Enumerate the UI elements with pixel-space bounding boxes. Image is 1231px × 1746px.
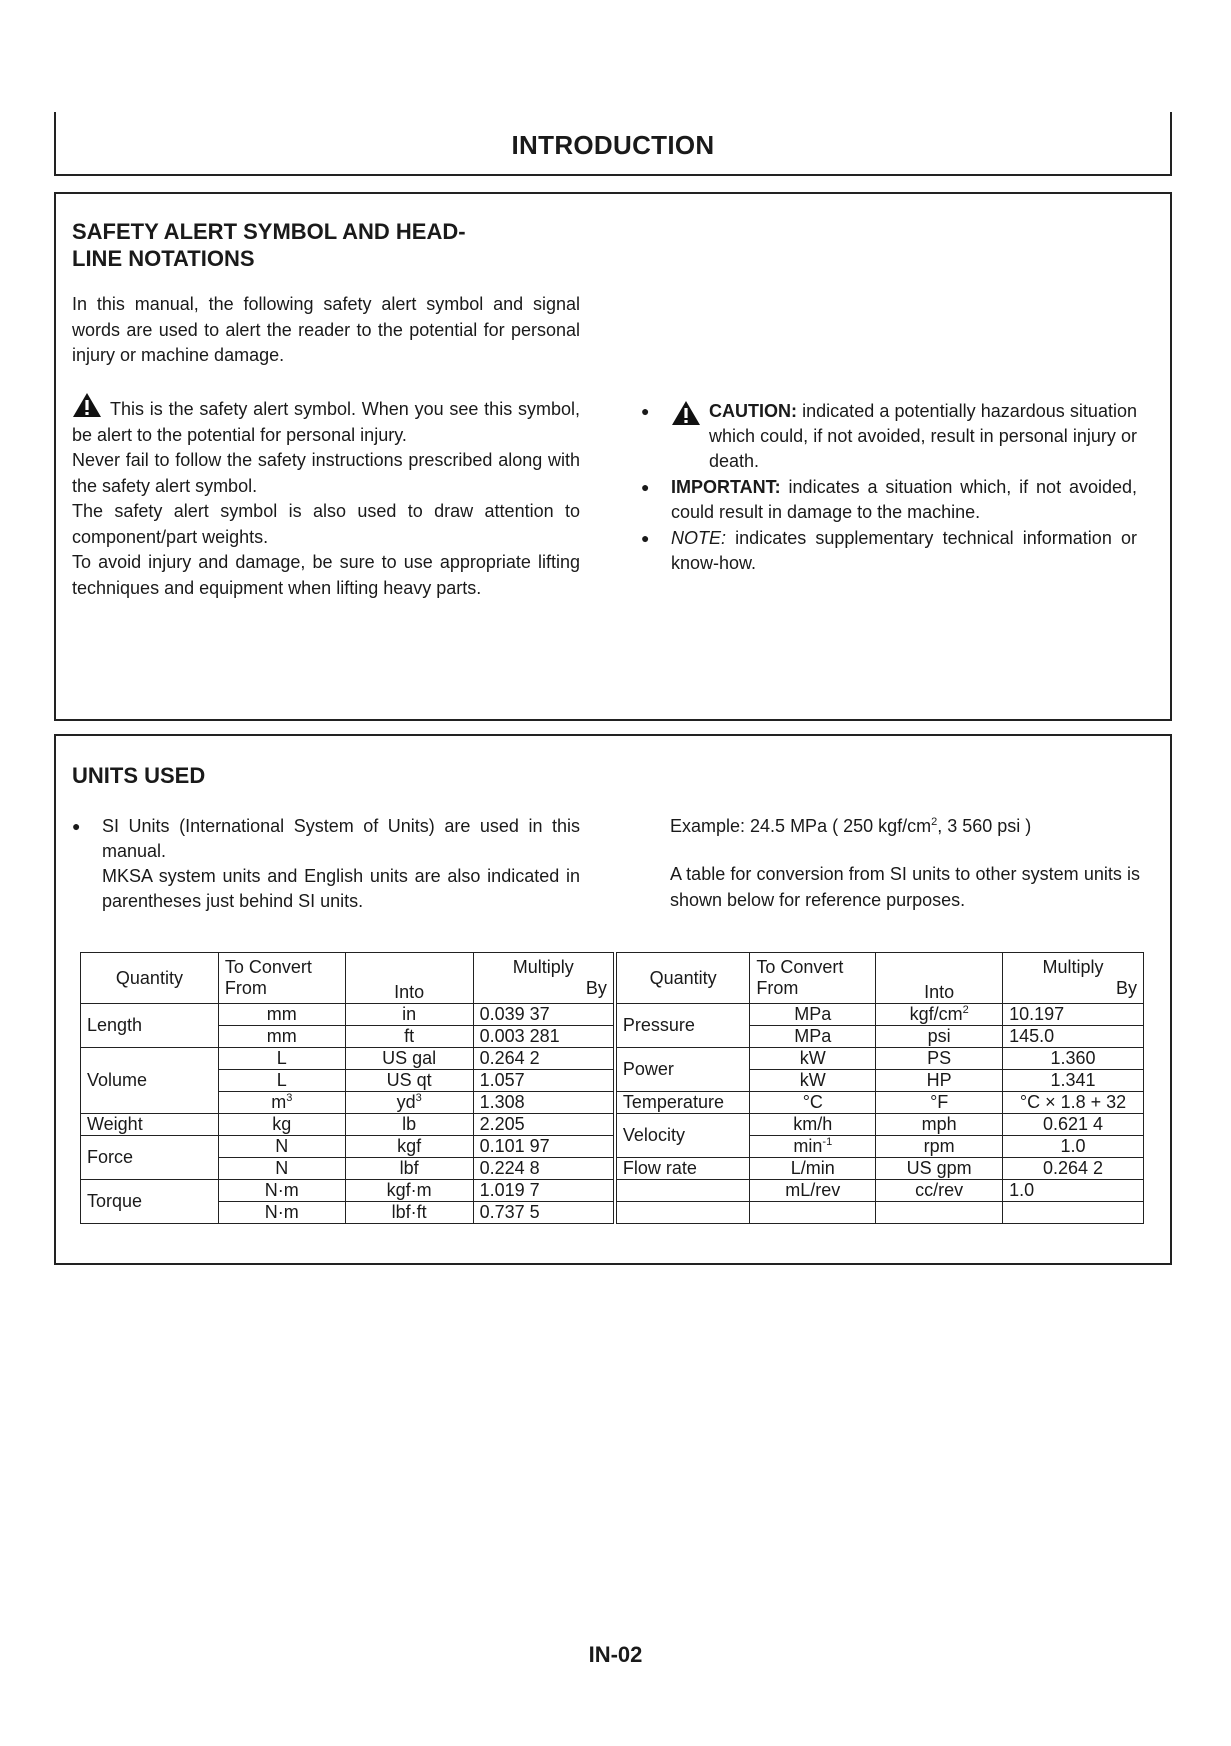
safety-symbol-text-3: The safety alert symbol is also used to draw attention to component/part weights. [72,501,580,547]
cell-into: cc/rev [876,1180,1003,1202]
table-row [81,1048,1144,1070]
cell-into: $yd^3$ [345,1092,473,1114]
cell-into: ft [345,1026,473,1048]
header-quantity: Quantity [81,953,219,1004]
list-item-caution [641,399,1137,474]
cell-from: N [218,1158,345,1180]
signal-word-list [641,399,1137,577]
header-to-convert-from-right: To Convert From [750,953,876,1004]
safety-heading-line1: SAFETY ALERT SYMBOL AND HEAD- [72,219,466,244]
si-units-text: SI Units (International System of Units) are used in this manual. [102,816,580,861]
quantity-torque: Torque [81,1180,219,1224]
header-to-convert-from: To Convert From [218,953,345,1004]
cell-multiply: 0.264 2 [473,1048,615,1070]
header-frame [54,112,1172,176]
cell-empty [615,1180,750,1202]
safety-symbol-text-4: To avoid injury and damage, be sure to use appropriate lifting techniques and equipment when lifting heavy parts. [72,552,580,598]
cell-into: kgf·m [345,1180,473,1202]
cell-from: L [218,1070,345,1092]
cell-into: rpm [876,1136,1003,1158]
cell-into: PS [876,1048,1003,1070]
cell-multiply: 0.737 5 [473,1202,615,1224]
units-section [54,734,1172,1265]
caution-text: indicated a potentially hazardous situation which could, if not avoided, result in personal injury or death. [709,401,1137,471]
table-row [81,1114,1144,1136]
table-row [81,1092,1144,1114]
page-number: IN-02 [588,1642,643,1667]
cell-from: L [218,1048,345,1070]
cell-from: $\min^{-1}$ [750,1136,876,1158]
cell-multiply: 0.224 8 [473,1158,615,1180]
important-term: IMPORTANT: [671,477,781,497]
safety-symbol-text-2: Never fail to follow the safety instructions prescribed along with the safety alert symbol. [72,450,580,496]
quantity-length: Length [81,1004,219,1048]
table-row [81,1004,1144,1026]
cell-empty [615,1202,750,1224]
table-row [81,1026,1144,1048]
cell-from: MPa [750,1026,876,1048]
cell-into: lb [345,1114,473,1136]
cell-multiply: 1.0 [1003,1180,1144,1202]
important-text: indicates a situation which, if not avoided, could result in damage to the machine. [671,477,1137,522]
cell-into: HP [876,1070,1003,1092]
header-multiply-by: Multiply By [473,953,615,1004]
cell-from: MPa [750,1004,876,1026]
table-row [81,1070,1144,1092]
cell-from: kW [750,1070,876,1092]
safety-heading-line2: LINE NOTATIONS [72,246,255,271]
safety-heading [72,218,466,272]
cell-into: in [345,1004,473,1026]
list-item-note [641,526,1137,576]
cell-multiply: 0.039 37 [473,1004,615,1026]
page-title: INTRODUCTION [511,130,715,160]
cell-from: N·m [218,1180,345,1202]
cell-into: kgf [345,1136,473,1158]
cell-multiply: °C × 1.8 + 32 [1003,1092,1144,1114]
example-sup: 2 [931,816,938,828]
cell-multiply: 1.019 7 [473,1180,615,1202]
cell-multiply: 0.621 4 [1003,1114,1144,1136]
safety-symbol-text-1: This is the safety alert symbol. When you see this symbol, be alert to the potential for personal injury. [72,399,580,445]
cell-into: US qt [345,1070,473,1092]
cell-into: mph [876,1114,1003,1136]
quantity-volume: Volume [81,1048,219,1114]
cell-multiply: 0.101 97 [473,1136,615,1158]
example-prefix: Example: 24.5 MPa ( 250 kgf/cm [670,816,932,836]
quantity-velocity: Velocity [615,1114,750,1158]
table-note: A table for conversion from SI units to other system units is shown below for reference purposes. [670,864,1140,910]
safety-intro: In this manual, the following safety alert symbol and signal words are used to alert the reader to the potential for personal injury or machine damage. [72,294,580,365]
cell-from: kW [750,1048,876,1070]
cell-from: L/min [750,1158,876,1180]
cell-from: mm [218,1004,345,1026]
table-row [81,1136,1144,1158]
quantity-force: Force [81,1136,219,1180]
quantity-pressure: Pressure [615,1004,750,1048]
cell-into: lbf·ft [345,1202,473,1224]
list-item-si-units [72,814,580,914]
units-heading: UNITS USED [72,763,206,788]
table-row [81,1158,1144,1180]
cell-from: kg [218,1114,345,1136]
cell-from: mL/rev [750,1180,876,1202]
cell-into: °F [876,1092,1003,1114]
cell-multiply: 1.308 [473,1092,615,1114]
note-term: NOTE: [671,528,727,548]
cell-multiply: 0.264 2 [1003,1158,1144,1180]
example-suffix: , 3 560 psi ) [937,816,1032,836]
units-example [670,814,1140,840]
cell-empty [750,1202,876,1224]
quantity-power: Power [615,1048,750,1092]
header-multiply-by-right: Multiply By [1003,953,1144,1004]
cell-from: N [218,1136,345,1158]
cell-multiply: 10.197 [1003,1004,1144,1026]
cell-empty [876,1202,1003,1224]
header-into-right: Into [876,953,1003,1004]
cell-multiply: 145.0 [1003,1026,1144,1048]
cell-empty [1003,1202,1144,1224]
note-text: indicates supplementary technical information or know-how. [671,528,1137,573]
safety-section [54,192,1172,721]
header-quantity-right: Quantity [615,953,750,1004]
cell-multiply: 0.003 281 [473,1026,615,1048]
quantity-flow-rate: Flow rate [615,1158,750,1180]
cell-from: $m^3$ [218,1092,345,1114]
cell-from: km/h [750,1114,876,1136]
cell-multiply: 2.205 [473,1114,615,1136]
cell-into: lbf [345,1158,473,1180]
table-header-row [81,953,1144,1004]
cell-from: °C [750,1092,876,1114]
table-row [81,1180,1144,1202]
units-bullet-list [72,814,580,915]
quantity-temperature: Temperature [615,1092,750,1114]
warning-triangle-icon [671,400,701,426]
conversion-table [80,952,1144,1224]
safety-symbol-paragraph [72,392,580,601]
mksa-units-text: MKSA system units and English units are also indicated in parentheses just behind SI units. [102,866,580,911]
cell-multiply: 1.057 [473,1070,615,1092]
table-row [81,1202,1144,1224]
caution-term: CAUTION: [709,401,797,421]
cell-multiply: 1.341 [1003,1070,1144,1092]
list-item-important [641,475,1137,525]
cell-into: kgf/$cm^2$ [876,1004,1003,1026]
cell-from: N·m [218,1202,345,1224]
warning-triangle-icon [72,392,102,418]
quantity-weight: Weight [81,1114,219,1136]
cell-multiply: 1.360 [1003,1048,1144,1070]
cell-multiply: 1.0 [1003,1136,1144,1158]
cell-into: psi [876,1026,1003,1048]
cell-into: US gpm [876,1158,1003,1180]
cell-from: mm [218,1026,345,1048]
header-into: Into [345,953,473,1004]
cell-into: US gal [345,1048,473,1070]
